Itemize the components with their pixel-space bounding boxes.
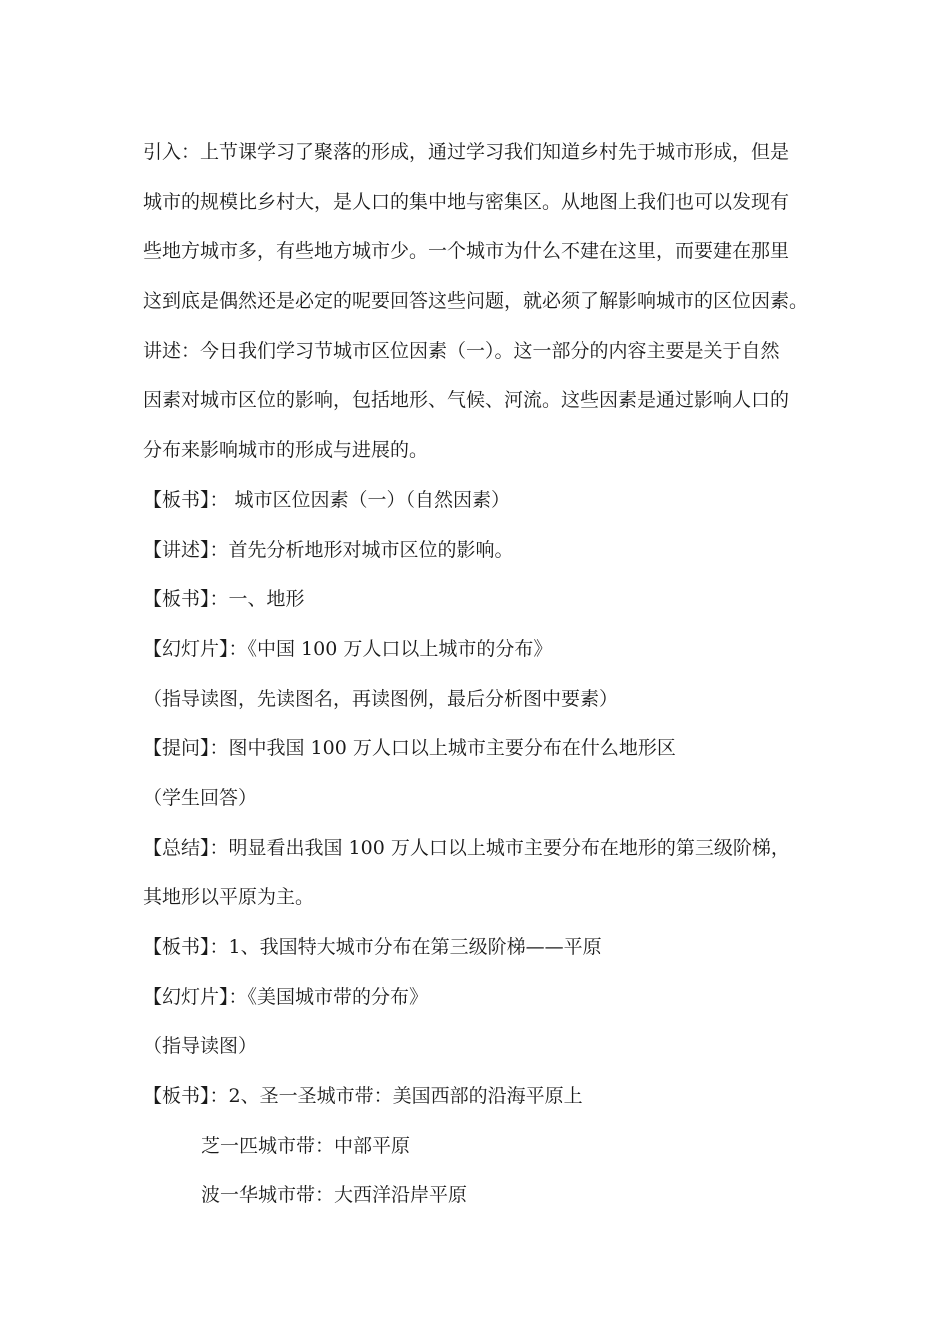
paragraph-line: 这到底是偶然还是必定的呢要回答这些问题，就必须了解影响城市的区位因素。 bbox=[143, 290, 809, 313]
blackboard-subline: 芝一匹城市带：中部平原 bbox=[201, 1134, 411, 1157]
paragraph-line: 因素对城市区位的影响，包括地形、气候、河流。这些因素是通过影响人口的 bbox=[143, 389, 790, 412]
blackboard-line: 【板书】：1、我国特大城市分布在第三级阶梯——平原 bbox=[143, 936, 602, 958]
slide-line: 【幻灯片】：《中国 100 万人口以上城市的分布》 bbox=[143, 637, 553, 660]
document-body bbox=[143, 128, 823, 1221]
paragraph-line: 讲述：今日我们学习节城市区位因素（一）。这一部分的内容主要是关于自然 bbox=[143, 339, 780, 362]
blackboard-heading: 【板书】： 城市区位因素（一）（自然因素） bbox=[143, 488, 511, 511]
paragraph-line: 些地方城市多，有些地方城市少。一个城市为什么不建在这里，而要建在那里 bbox=[143, 240, 790, 263]
blackboard-line: 【板书】：一、地形 bbox=[143, 588, 305, 611]
slide-line: 【幻灯片】：《美国城市带的分布》 bbox=[143, 985, 429, 1008]
paragraph-line: 引入：上节课学习了聚落的形成，通过学习我们知道乡村先于城市形成，但是 bbox=[143, 141, 790, 163]
narration-line: 【讲述】：首先分析地形对城市区位的影响。 bbox=[143, 538, 514, 561]
instruction-line: （指导读图） bbox=[143, 1035, 258, 1058]
blackboard-line: 【板书】：2、圣一圣城市带：美国西部的沿海平原上 bbox=[143, 1085, 583, 1108]
summary-line: 【总结】：明显看出我国 100 万人口以上城市主要分布在地形的第三级阶梯， bbox=[143, 836, 790, 859]
paragraph-line: 城市的规模比乡村大，是人口的集中地与密集区。从地图上我们也可以发现有 bbox=[143, 190, 790, 213]
summary-line: 其地形以平原为主。 bbox=[143, 886, 315, 909]
paragraph-line: 分布来影响城市的形成与进展的。 bbox=[143, 439, 429, 462]
question-line: 【提问】：图中我国 100 万人口以上城市主要分布在什么地形区 bbox=[143, 737, 676, 760]
student-answer-line: （学生回答） bbox=[143, 786, 258, 809]
instruction-line: （指导读图，先读图名，再读图例，最后分析图中要素） bbox=[143, 687, 619, 710]
blackboard-subline: 波一华城市带：大西洋沿岸平原 bbox=[201, 1184, 468, 1207]
